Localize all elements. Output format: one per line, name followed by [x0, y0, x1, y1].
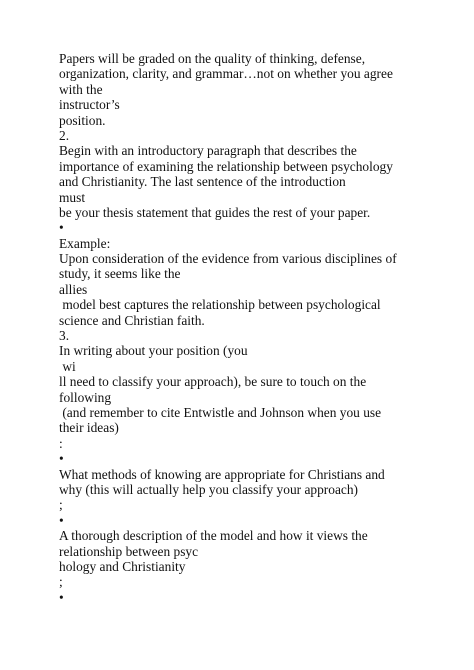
- document-body: [59, 51, 469, 605]
- text-line: Begin with an introductory paragraph that describes the: [59, 143, 357, 159]
- text-line: science and Christian faith.: [59, 312, 205, 328]
- text-line: why (this will actually help you classify your approach): [59, 481, 358, 497]
- text-line: Papers will be graded on the quality of thinking, defense,: [59, 51, 366, 66]
- text-line: ;: [59, 574, 63, 590]
- text-line: wi: [59, 358, 76, 374]
- text-line: allies: [59, 281, 88, 297]
- text-line: with the: [59, 81, 103, 97]
- text-line: relationship between psyc: [59, 543, 199, 559]
- text-line: A thorough description of the model and how it views the: [59, 528, 368, 544]
- text-line: their ideas): [59, 420, 119, 436]
- text-line: following: [59, 389, 112, 405]
- bullet-glyph: •: [59, 589, 64, 605]
- text-line: organization, clarity, and grammar…not on whether you agree: [59, 66, 393, 82]
- text-line: Example:: [59, 235, 111, 251]
- text-line: ;: [59, 497, 63, 513]
- text-line: What methods of knowing are appropriate for Christians and: [59, 466, 385, 482]
- text-line: and Christianity. The last sentence of the introduction: [59, 174, 346, 190]
- bullet-glyph: •: [59, 220, 64, 236]
- list-number: 2.: [59, 127, 70, 143]
- text-line: :: [59, 435, 63, 451]
- bullet-glyph: •: [59, 451, 64, 467]
- text-line: (and remember to cite Entwistle and Johnson when you use: [59, 404, 382, 420]
- text-line: must: [59, 189, 86, 205]
- text-line: importance of examining the relationship between psychology: [59, 158, 393, 174]
- text-line: hology and Christianity: [59, 558, 186, 574]
- list-number: 3.: [59, 328, 70, 344]
- bullet-glyph: •: [59, 512, 64, 528]
- text-line: ll need to classify your approach), be sure to touch on the: [59, 374, 367, 390]
- text-line: instructor’s: [59, 97, 120, 113]
- text-line: study, it seems like the: [59, 266, 181, 282]
- text-line: be your thesis statement that guides the rest of your paper.: [59, 204, 371, 220]
- text-line: position.: [59, 112, 106, 128]
- text-line: Upon consideration of the evidence from various disciplines of: [59, 251, 397, 267]
- text-line: In writing about your position (you: [59, 343, 248, 359]
- text-line: model best captures the relationship between psychological: [59, 297, 381, 313]
